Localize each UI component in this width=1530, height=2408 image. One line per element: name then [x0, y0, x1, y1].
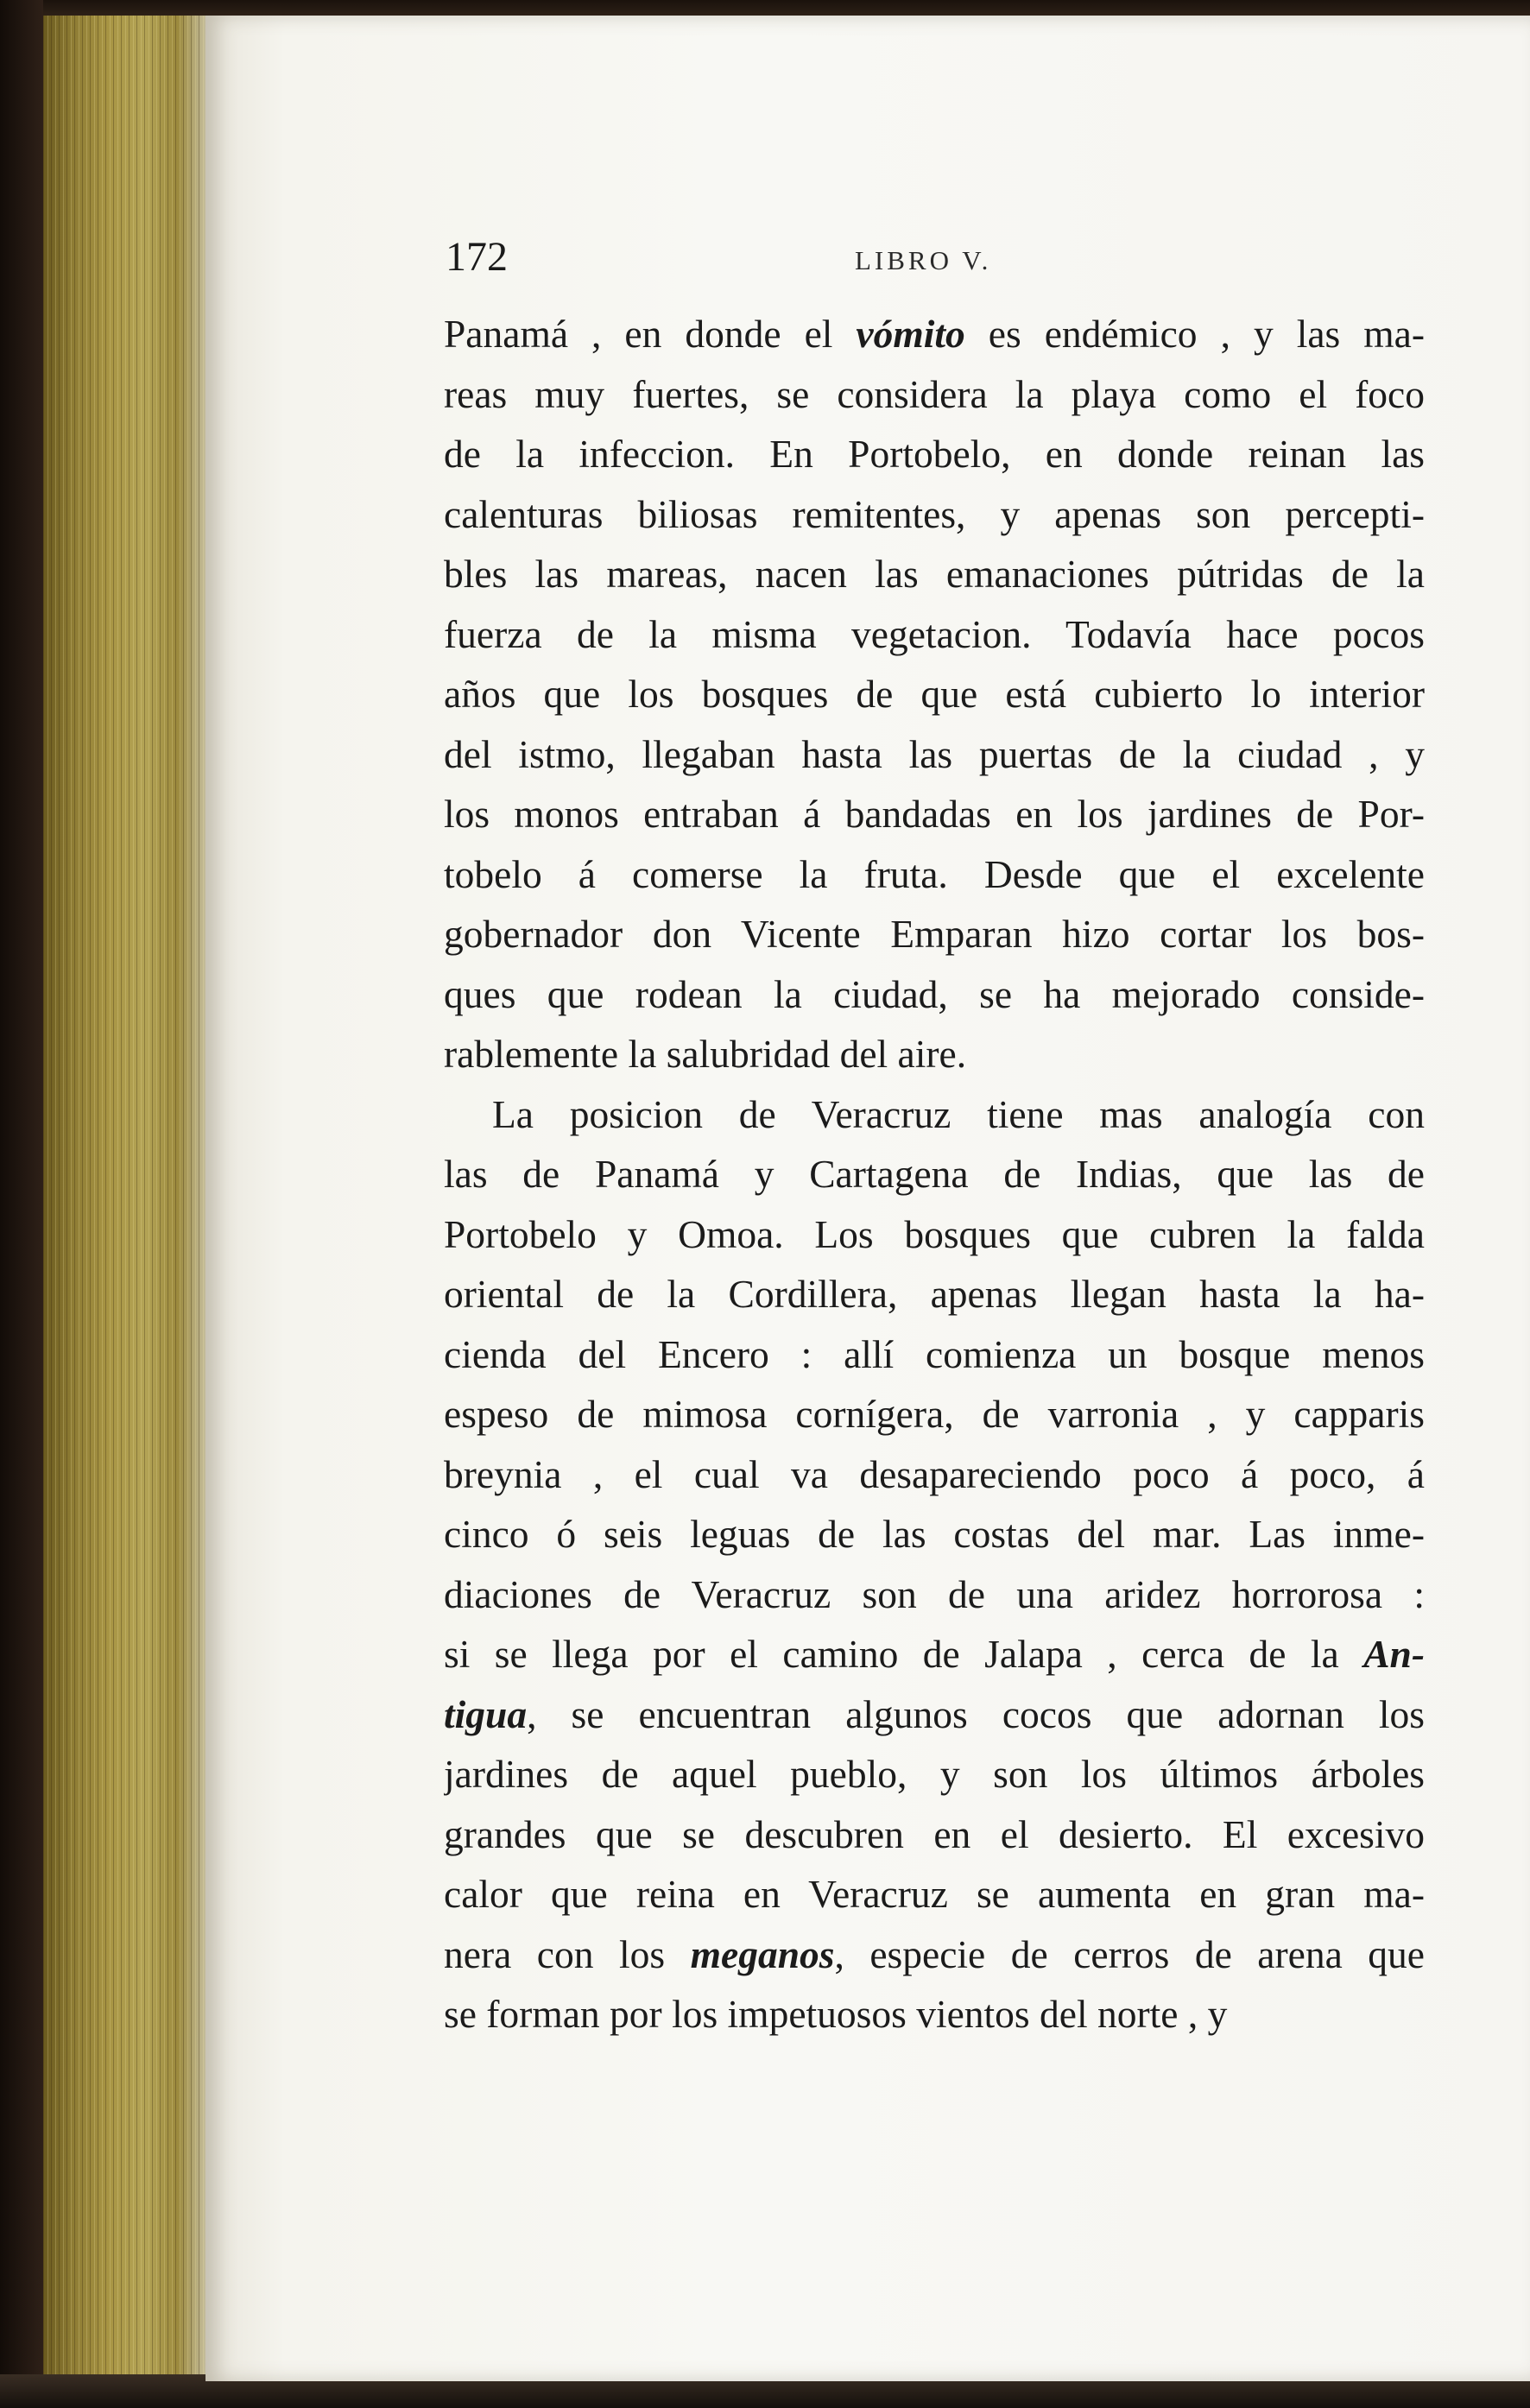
text-segment: del istmo, llegaban hasta las puertas de la ciudad , y	[444, 731, 1425, 776]
text-line	[444, 604, 1425, 665]
text-line	[444, 1564, 1425, 1625]
text-line	[444, 1744, 1425, 1804]
italic-term: vómito	[856, 312, 965, 356]
text-line	[444, 1024, 1425, 1084]
italic-term: meganos	[690, 1931, 835, 1976]
text-segment: los monos entraban á bandadas en los jardines de Por-	[444, 792, 1425, 836]
text-segment: La posicion de Veracruz tiene mas analogía con	[492, 1091, 1425, 1136]
text-segment: rablemente la salubridad del aire.	[444, 1032, 967, 1076]
text-segment: calor que reina en Veracruz se aumenta en gran ma-	[444, 1872, 1425, 1916]
text-line	[444, 1804, 1425, 1865]
text-line	[444, 304, 1425, 364]
text-line	[444, 1264, 1425, 1324]
text-segment: es endémico , y las ma-	[964, 312, 1425, 356]
text-line	[444, 1984, 1425, 2045]
text-segment: calenturas biliosas remitentes, y apenas son percepti-	[444, 491, 1425, 536]
text-segment: breynia , el cual va desapareciendo poco á poco, á	[444, 1451, 1425, 1496]
text-segment: espeso de mimosa cornígera, de varronia , y capparis	[444, 1392, 1425, 1436]
text-line	[444, 1504, 1425, 1564]
text-segment: , se encuentran algunos cocos que adornan los	[527, 1691, 1425, 1736]
text-segment: cinco ó seis leguas de las costas del mar. Las inme-	[444, 1512, 1425, 1556]
text-line	[444, 1144, 1425, 1204]
text-line	[444, 1864, 1425, 1925]
text-segment: diaciones de Veracruz son de una aridez horrorosa :	[444, 1571, 1425, 1616]
text-line	[444, 784, 1425, 844]
text-segment: años que los bosques de que está cubierto lo interior	[444, 672, 1425, 716]
text-line	[444, 1684, 1425, 1745]
text-segment: tobelo á comerse la fruta. Desde que el excelente	[444, 851, 1425, 896]
text-line	[444, 664, 1425, 724]
body-text	[444, 304, 1425, 2045]
text-line	[444, 1204, 1425, 1265]
text-segment: oriental de la Cordillera, apenas llegan hasta la ha-	[444, 1272, 1425, 1316]
text-line	[444, 424, 1425, 484]
text-segment: Panamá , en donde el	[444, 312, 857, 356]
text-segment: jardines de aquel pueblo, y son los últimos árboles	[444, 1752, 1425, 1796]
text-segment: se forman por los impetuosos vientos del norte , y	[444, 1992, 1228, 2036]
book-cover-left	[0, 0, 43, 2408]
text-line	[444, 964, 1425, 1025]
text-segment: ques que rodean la ciudad, se ha mejorado conside-	[444, 971, 1425, 1016]
text-line	[444, 1444, 1425, 1505]
text-segment: , especie de cerros de arena que	[834, 1931, 1425, 1976]
text-line	[444, 1384, 1425, 1444]
text-line	[444, 1624, 1425, 1684]
text-segment: las de Panamá y Cartagena de Indias, que las de	[444, 1152, 1425, 1196]
text-line	[444, 544, 1425, 604]
text-line	[444, 364, 1425, 425]
italic-term: An-	[1363, 1632, 1425, 1676]
page-edges-gilt	[43, 16, 207, 2381]
text-segment: de la infeccion. En Portobelo, en donde reinan las	[444, 432, 1425, 476]
text-segment: fuerza de la misma vegetacion. Todavía hace pocos	[444, 611, 1425, 656]
text-line	[444, 904, 1425, 964]
text-line	[444, 1925, 1425, 1985]
text-segment: grandes que se descubren en el desierto. El excesivo	[444, 1811, 1425, 1856]
text-segment: cienda del Encero : allí comienza un bosque menos	[444, 1331, 1425, 1376]
text-line	[444, 724, 1425, 785]
text-segment: reas muy fuertes, se considera la playa como el foco	[444, 371, 1425, 416]
text-segment: Portobelo y Omoa. Los bosques que cubren la falda	[444, 1211, 1425, 1256]
italic-term: tigua	[444, 1691, 528, 1736]
text-line	[444, 484, 1425, 545]
page-number: 172	[446, 234, 508, 280]
text-segment: gobernador don Vicente Emparan hizo cortar los bos-	[444, 912, 1425, 956]
text-segment: bles las mareas, nacen las emanaciones pútridas de la	[444, 552, 1425, 596]
text-line	[444, 844, 1425, 905]
text-line	[444, 1324, 1425, 1385]
text-line	[444, 1084, 1425, 1145]
text-segment: nera con los	[444, 1931, 691, 1976]
running-head: LIBRO V.	[855, 245, 992, 275]
text-segment: si se llega por el camino de Jalapa , cerca de la	[444, 1632, 1364, 1676]
